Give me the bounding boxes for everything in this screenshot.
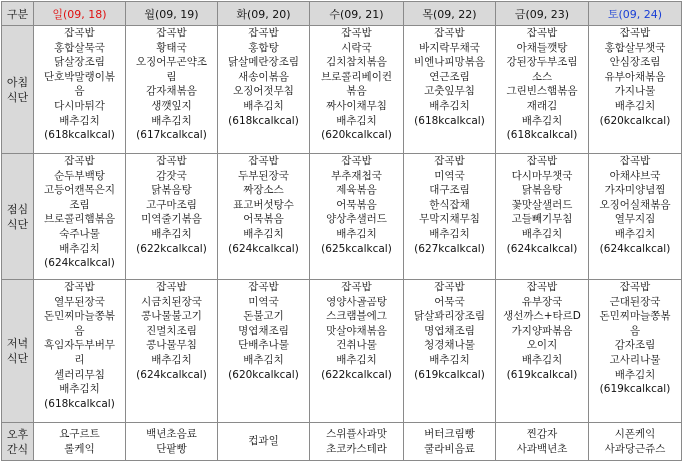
menu-cell [126,26,218,154]
menu-item: 잡곡밥 [248,281,279,293]
menu-item: 고사리나물 [609,353,661,366]
menu-item: 잡곡밥 [619,27,651,39]
menu-item: 유부장국 [521,295,563,308]
menu-item: 가지양파볶음 [511,324,573,337]
menu-item: (624kcalkcal) [228,242,299,255]
snack-row [2,423,682,461]
menu-item: (624kcalkcal) [44,257,115,270]
menu-item: (620kcalkcal) [228,368,299,381]
menu-item: (620kcalkcal) [321,129,392,142]
menu-item: 배추김치 [336,353,377,366]
menu-item: 강된장두부조림 [506,56,578,69]
menu-item: 열무지짐 [614,213,656,226]
row-label-text: 점심 [6,202,29,216]
menu-item: 맛살야채볶음 [326,324,387,337]
menu-item: 건취나물 [336,339,377,352]
menu-item: 잡곡밥 [526,281,558,293]
menu-item: 닭살장조림 [54,56,105,69]
menu-item: 닭볶음탕 [521,184,563,197]
menu-item: 림 [166,70,177,83]
menu-item: 컵과일 [248,435,279,448]
menu-item: 단호박말랭이볶 [43,70,115,83]
menu-item: 배추김치 [243,227,284,240]
menu-cell [496,154,589,280]
menu-item: 잡곡밥 [434,155,465,167]
menu-item: 고등어캔목은지 [43,184,115,197]
menu-item: 배추김치 [336,114,377,127]
menu-cell [589,26,682,154]
menu-item: (624kcalkcal) [136,368,207,381]
menu-item: 아채샤브국 [609,169,661,182]
menu-item: 유부아채볶음 [604,70,666,83]
menu-cell [218,280,310,423]
menu-item: 다시마튀각 [54,99,105,112]
menu-cell [34,280,126,423]
row-label-text: 오후 [6,427,29,441]
menu-item: 청경채나물 [424,339,475,352]
row-label [2,280,34,423]
menu-item: 음 [74,85,85,98]
menu-item: 잡곡밥 [526,155,558,167]
menu-item: 짜장소스 [243,184,284,197]
menu-item: 잡곡밥 [156,155,187,167]
row-label [2,26,34,154]
menu-item: 브로콜리햄볶음 [43,213,115,226]
menu-item: 배추김치 [521,114,563,127]
menu-item: 연근조림 [429,70,470,83]
menu-item: 미역국 [248,295,279,308]
menu-item: 잡곡밥 [341,27,372,39]
menu-item: 초코카스테라 [326,442,387,455]
menu-item: 제육볶음 [336,184,377,197]
menu-item: (625kcalkcal) [321,242,392,255]
menu-item: (620kcalkcal) [599,114,671,127]
menu-item: 배추김치 [151,227,192,240]
menu-item: (618kcalkcal) [506,129,578,142]
menu-item: (617kcalkcal) [136,129,207,142]
menu-item: 닭살꽈리장조림 [413,310,485,323]
menu-item: 배추김치 [614,99,656,112]
header-label: 구분 [2,2,34,26]
menu-cell [126,154,218,280]
menu-item: (619kcalkcal) [599,383,671,396]
menu-item: 흑임자두부버무 [43,339,115,352]
menu-item: 감자조림 [614,339,656,352]
menu-item: (619kcalkcal) [506,368,578,381]
menu-item: 사과백년초 [516,442,568,455]
menu-item: 배추김치 [614,227,656,240]
menu-item: 스위플사과맛 [326,427,387,440]
menu-item: 잡곡밥 [248,155,279,167]
menu-item: 비엔나피망볶음 [413,56,485,69]
row-label-text: 식단 [6,217,29,231]
menu-item: 숙주나물 [59,227,100,240]
menu-item: 진멸치조림 [146,324,197,337]
menu-item: 표고버섯탕수 [233,198,294,211]
menu-item: (618kcalkcal) [44,397,115,410]
menu-item: 미역줄기볶음 [141,213,202,226]
menu-item: 열무된장국 [54,295,105,308]
row-label-text: 식단 [6,352,29,365]
menu-cell [310,280,404,423]
day-header-sun: 일(09, 18) [34,2,126,26]
menu-item: 고구마조림 [146,198,197,211]
menu-item: 배추김치 [151,353,192,366]
menu-item: 영양사골곰탕 [326,295,387,308]
lunch-row [2,154,682,280]
menu-item: 생선까스+타르D [503,310,581,323]
menu-item: 무막지채무침 [419,213,480,226]
menu-item: 단배추나물 [238,339,289,352]
menu-item: 배추김치 [151,114,192,127]
menu-item: 배추김치 [59,383,100,396]
menu-cell [404,26,496,154]
menu-item: 바지락무채국 [419,41,480,54]
menu-item: (622kcalkcal) [321,368,392,381]
menu-cell [34,26,126,154]
header-row [2,2,682,26]
menu-item: 가지나물 [614,85,656,98]
menu-item: 배추김치 [521,353,563,366]
menu-item: 김치참치볶음 [326,56,387,69]
menu-cell [589,280,682,423]
menu-item: 잡곡밥 [248,27,279,39]
day-header-tue: 화(09, 20) [218,2,310,26]
menu-item: 어묵국 [434,295,465,308]
menu-item: 스크램블에그 [326,310,387,323]
menu-item: 쿨라비음료 [424,442,475,455]
menu-cell [496,280,589,423]
menu-item: 사과당근쥬스 [604,442,666,455]
day-header-mon: 월(09, 19) [126,2,218,26]
menu-item: 돈민찌마늘쫑볶 [599,310,671,323]
menu-item: 배추김치 [614,368,656,381]
menu-item: 잡곡밥 [341,281,372,293]
menu-item: 배추김치 [243,353,284,366]
menu-item: 오이지 [526,339,558,352]
menu-cell [404,154,496,280]
menu-item: 순두부백탕 [54,169,105,182]
menu-item: (618kcalkcal) [414,114,485,127]
menu-item: 오징어무곤약조 [135,56,207,69]
menu-item: (618kcalkcal) [228,114,299,127]
menu-item: (619kcalkcal) [414,368,485,381]
menu-item: 안심장조림 [609,56,661,69]
menu-cell [126,280,218,423]
menu-item: 명엽채조림 [238,324,289,337]
menu-cell [218,26,310,154]
menu-item: 고춧잎무침 [424,85,475,98]
menu-item: 잡곡밥 [526,27,558,39]
menu-item: 잡곡밥 [156,281,187,293]
menu-item: 시폰케익 [614,427,656,440]
menu-item: 어묵볶음 [243,213,284,226]
menu-item: 백년초음료 [146,427,197,440]
menu-item: 오징어젓무침 [233,85,294,98]
menu-item: 시금치된장국 [141,295,202,308]
menu-item: 감잣국 [156,169,187,182]
menu-item: 음 [74,324,85,337]
menu-item: 그린빈스햄볶음 [506,85,578,98]
menu-item: 한식잡채 [429,198,470,211]
menu-cell [218,154,310,280]
menu-item: 황태국 [156,41,187,54]
menu-item: 아채들깻탕 [516,41,568,54]
menu-item: 돈민찌마늘쫑볶 [43,310,115,323]
day-header-wed: 수(09, 21) [310,2,404,26]
row-label-text: 식단 [6,90,29,104]
menu-cell [310,26,404,154]
row-label-text: 아침 [6,75,29,89]
menu-item: 잡곡밥 [64,155,95,167]
meal-menu-table [1,1,682,461]
menu-cell [496,26,589,154]
menu-item: 근대된장국 [609,295,661,308]
menu-item: 어묵볶음 [336,198,377,211]
menu-item: (618kcalkcal) [44,129,115,142]
menu-item: 배추김치 [59,114,100,127]
menu-item: 배추김치 [59,242,100,255]
menu-item: 배추김치 [336,227,377,240]
menu-item: 버터크림빵 [424,427,475,440]
menu-item: 잡곡밥 [434,281,465,293]
menu-item: 잡곡밥 [341,155,372,167]
menu-cell [404,280,496,423]
menu-item: 콩나물무침 [146,339,197,352]
menu-cell [496,423,589,461]
menu-item: 새송이볶음 [238,70,289,83]
menu-item: 잡곡밥 [619,155,651,167]
row-label-text: 저녁 [6,337,29,350]
menu-item: 미역국 [434,169,465,182]
menu-cell [310,154,404,280]
menu-item: 잡곡밥 [64,281,95,293]
menu-item: 잡곡밥 [619,281,651,293]
menu-item: 고들빼기무침 [511,213,573,226]
menu-cell [310,423,404,461]
menu-item: 잡곡밥 [156,27,187,39]
menu-item: 소스 [531,70,553,83]
menu-item: 배추김치 [429,99,470,112]
menu-item: 배추김치 [521,227,563,240]
menu-cell [218,423,310,461]
breakfast-row [2,26,682,154]
menu-item: 리 [74,353,85,366]
day-header-thu: 목(09, 22) [404,2,496,26]
menu-item: 다시마무챗국 [511,169,573,182]
menu-item: (624kcalkcal) [506,242,578,255]
menu-item: 닭살메란장조림 [227,56,299,69]
menu-item: 잡곡밥 [434,27,465,39]
menu-cell [34,423,126,461]
row-label-text: 간식 [6,442,29,456]
menu-cell [126,423,218,461]
day-header-sat: 토(09, 24) [589,2,682,26]
row-label [2,154,34,280]
menu-cell [589,423,682,461]
menu-item: 잡곡밥 [64,27,95,39]
menu-item: 꽃맛살샐러드 [511,198,573,211]
menu-item: 양상추샐러드 [326,213,387,226]
menu-item: 감자채볶음 [146,85,197,98]
menu-item: 볶음 [346,85,367,98]
menu-item: 찐감자 [526,427,558,440]
menu-item: (624kcalkcal) [599,242,671,255]
dinner-row [2,280,682,423]
menu-item: 오징어실채볶음 [599,198,671,211]
menu-item: 명엽채조림 [424,324,475,337]
menu-item: 단팥빵 [156,442,187,455]
menu-item: 홍합살무챗국 [604,41,666,54]
menu-item: (627kcalkcal) [414,242,485,255]
row-label [2,423,34,461]
menu-item: 브로콜리베이컨 [320,70,392,83]
menu-item: 요구르트 [59,427,100,440]
day-header-fri: 금(09, 23) [496,2,589,26]
menu-item: 부추재첩국 [331,169,382,182]
menu-item: 짜사이채무침 [326,99,387,112]
menu-item: 홍합탕 [248,41,279,54]
menu-item: 조림 [69,198,90,211]
menu-item: 롤케익 [64,442,95,455]
menu-item: 가자미양념찜 [604,184,666,197]
menu-item: 배추김치 [243,99,284,112]
menu-item: 음 [629,324,641,337]
menu-item: 콩나물불고기 [141,310,202,323]
menu-item: 배추김치 [429,227,470,240]
menu-item: 두부된장국 [238,169,289,182]
menu-cell [34,154,126,280]
menu-item: 홍합살묵국 [54,41,105,54]
menu-cell [589,154,682,280]
menu-item: 대구조림 [429,184,470,197]
menu-item: (622kcalkcal) [136,242,207,255]
menu-item: 돈불고기 [243,310,284,323]
menu-item: 재래김 [526,99,558,112]
menu-item: 생깻잎지 [151,99,192,112]
menu-cell [404,423,496,461]
menu-item: 시락국 [341,41,372,54]
menu-item: 배추김치 [429,353,470,366]
menu-item: 닭볶음탕 [151,184,192,197]
menu-item: 셀러리무침 [54,368,105,381]
